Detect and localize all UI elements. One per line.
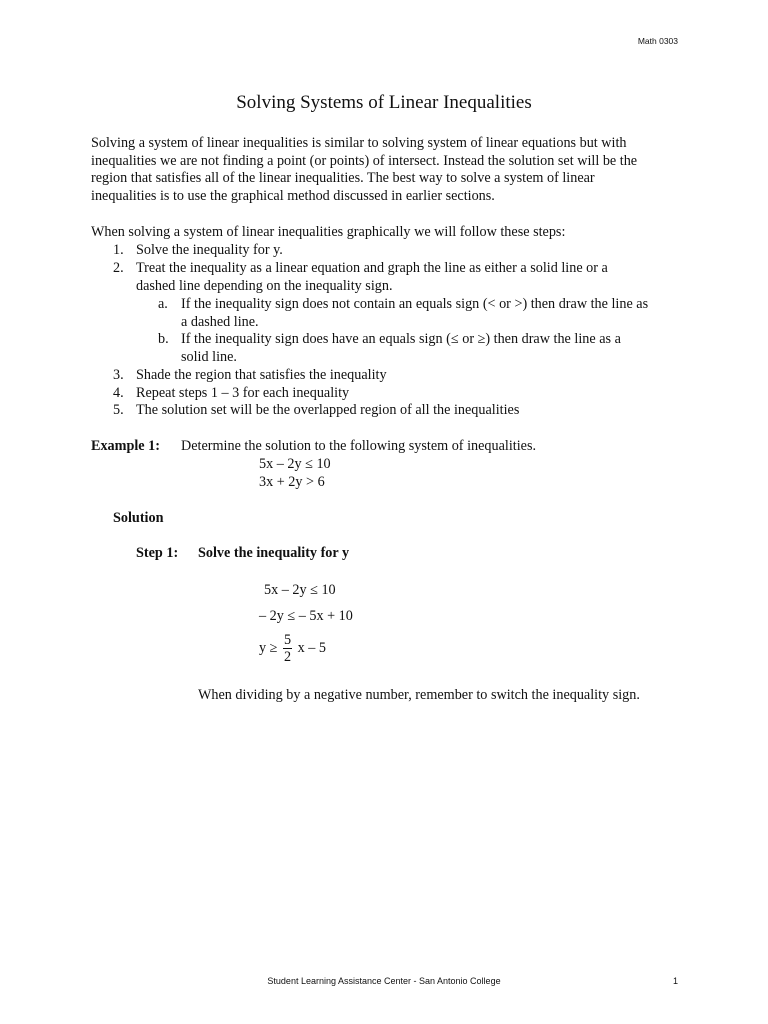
equation-line: 5x – 2y ≤ 10: [264, 582, 336, 598]
step-number: 2.: [113, 260, 124, 276]
example-label: Example 1:: [91, 438, 160, 454]
step-text: Solve the inequality for y.: [136, 242, 283, 258]
substep-letter: a.: [158, 296, 168, 312]
substep-letter: b.: [158, 331, 169, 347]
equation-line: [259, 632, 326, 665]
step-number: 3.: [113, 367, 124, 383]
course-code: Math 0303: [637, 36, 678, 46]
substep-text: If the inequality sign does not contain an equals sign (< or >) then draw the line as: [181, 296, 649, 312]
substep-text: a dashed line.: [181, 314, 259, 330]
equation-line: – 2y ≤ – 5x + 10: [259, 608, 353, 624]
step-text: Treat the inequality as a linear equation and graph the line as either a solid line or a: [136, 260, 608, 276]
example-prompt: Determine the solution to the following system of inequalities.: [181, 438, 537, 454]
fraction: [283, 632, 292, 665]
step-number: 1.: [113, 242, 124, 258]
solution-note: When dividing by a negative number, remember to switch the inequality sign.: [198, 687, 640, 703]
intro-line: inequalities we are not finding a point (or points) of intersect. Instead the solution set will be the: [91, 152, 638, 169]
fraction-denominator: 2: [283, 649, 292, 665]
intro-paragraph: [91, 135, 691, 206]
example-inequality: 5x – 2y ≤ 10: [259, 456, 331, 472]
solution-heading: Solution: [113, 510, 164, 526]
intro-line: inequalities is to use the graphical method discussed in earlier sections.: [91, 188, 495, 205]
step-number: 5.: [113, 402, 124, 418]
page-title: Solving Systems of Linear Inequalities: [236, 92, 532, 113]
step-title: Solve the inequality for y: [198, 545, 350, 561]
equation-right: x – 5: [297, 639, 326, 656]
example-inequality: 3x + 2y > 6: [259, 474, 325, 490]
step-text: Shade the region that satisfies the inequality: [136, 367, 387, 383]
step-label: Step 1:: [136, 545, 179, 561]
fraction-numerator: 5: [283, 632, 292, 648]
footer-text: Student Learning Assistance Center - San Antonio College: [267, 976, 501, 986]
page-number: 1: [672, 976, 678, 986]
substep-text: solid line.: [181, 349, 237, 365]
step-text: Repeat steps 1 – 3 for each inequality: [136, 385, 350, 401]
equation-left: y ≥: [259, 639, 278, 656]
steps-intro: When solving a system of linear inequalities graphically we will follow these steps:: [91, 224, 566, 240]
step-number: 4.: [113, 385, 124, 401]
substep-text: If the inequality sign does have an equals sign (≤ or ≥) then draw the line as a: [181, 331, 621, 347]
step-text: dashed line depending on the inequality sign.: [136, 278, 393, 294]
step-text: The solution set will be the overlapped region of all the inequalities: [136, 402, 520, 418]
intro-line: Solving a system of linear inequalities is similar to solving system of linear equations but with: [91, 135, 627, 151]
intro-line: region that satisfies all of the linear inequalities. The best way to solve a system of linear: [91, 170, 595, 187]
